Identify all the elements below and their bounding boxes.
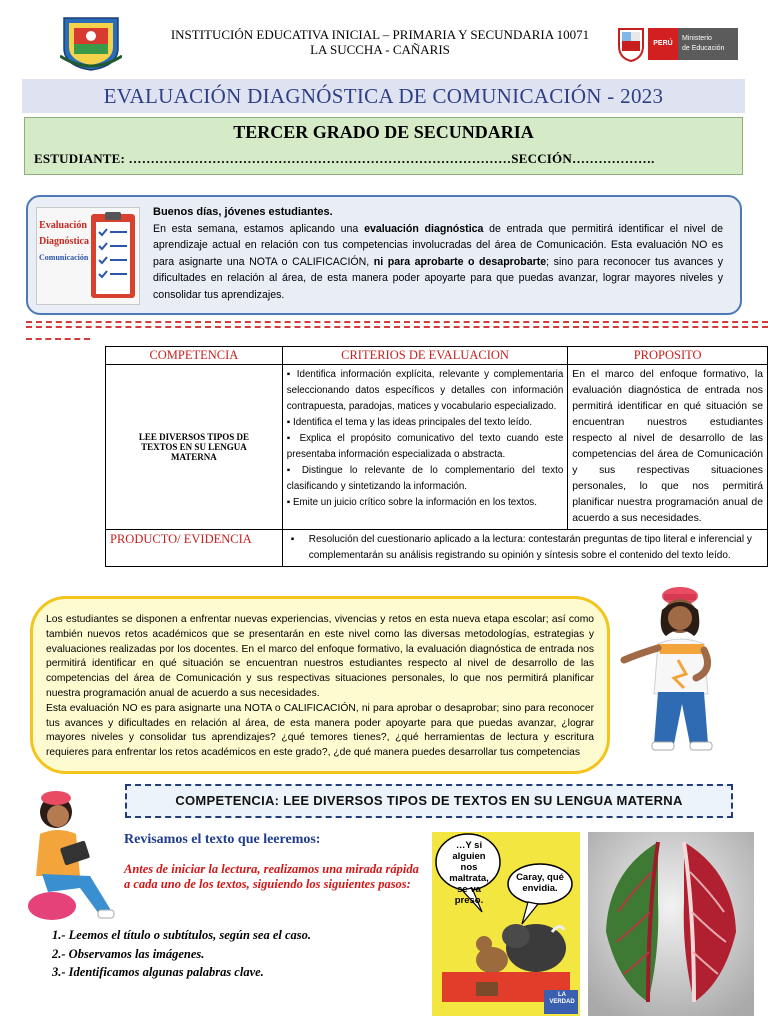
criterios-cell — [282, 365, 568, 530]
intro-text-part-3: ; sino para reconocer tus avances y dificultades en relación al área, de esta manera poder apoyarte para que puedas avanzar, lograr mayores niveles y consolidar tus aprendizajes. — [153, 255, 723, 301]
table-row-producto — [106, 530, 768, 567]
criterio-2: Identifica el tema y las ideas principales del texto leído. — [292, 417, 533, 428]
cartoon-image — [432, 832, 580, 1016]
producto-text: Resolución del cuestionario aplicado a la lectura: contestarán preguntas de tipo literal e inferencial y complementarán su análisis registrando su opinión y síntesis sobre el contenido del texto leído. — [308, 534, 752, 561]
list-item: 3.- Identificamos algunas palabras clave. — [52, 965, 264, 979]
header-criterios: CRITERIOS DE EVALUACION — [282, 347, 568, 365]
intro-text-part-2: de entrada que permitirá identificar el nivel de aprendizaje actual en relación con tus competencias involucradas del área de Comunicación. Esta evaluación NO es para asignarte una NOTA o CALIFICACIÓN, — [153, 223, 724, 268]
grade-title: TERCER GRADO DE SECUNDARIA — [233, 122, 534, 142]
criterio-3: Explica el propósito comunicativo del texto cuando este presentaba información especializada o abstracta. — [286, 433, 564, 460]
student-reading-tablet-illustration — [28, 784, 116, 926]
intro-greeting: Buenos días, jóvenes estudiantes. — [153, 206, 333, 218]
cartoon-signature — [545, 992, 579, 1006]
competencia-banner-text: COMPETENCIA: LEE DIVERSOS TIPOS DE TEXTOS EN SU LENGUA MATERNA — [175, 793, 683, 808]
reading-instruction: Antes de iniciar la lectura, realizamos una mirada rápida a cada uno de los textos, siguiendo los siguientes pasos: — [124, 862, 419, 891]
school-crest-logo — [60, 14, 122, 72]
cartoon-signature-line-1: LA — [558, 992, 566, 998]
diagnostic-booklet-image — [36, 207, 140, 305]
checklist-clipboard-icon — [89, 212, 137, 300]
criterio-item: ▪ Identifica información explícita, relevante y complementaria seleccionando datos específicos y detalles con información contrapuesta, paradojas, matices y vocabulario especializado. — [286, 369, 564, 412]
speech-bubble-2: Caray, qué envidia. — [516, 872, 564, 894]
booklet-line-2: Diagnóstica — [39, 236, 89, 247]
booklet-line-3: Comunicación — [39, 253, 89, 262]
competencia-cell: LEE DIVERSOS TIPOS DE TEXTOS EN SU LENGUA MATERNA — [106, 365, 283, 530]
criterio-4: Distingue lo relevante de lo complementario del texto clasificando y sintetizando la información. — [286, 465, 564, 492]
red-separator-1 — [26, 321, 768, 323]
peru-label: PERÚ — [648, 28, 678, 60]
criterio-item: ▪ Distingue lo relevante de lo complementario del texto clasificando y sintetizando la información. — [286, 465, 564, 492]
institution-line-1: INSTITUCIÓN EDUCATIVA INICIAL – PRIMARIA Y SECUNDARIA 10071 — [170, 27, 590, 42]
peru-shield-icon — [616, 26, 646, 62]
red-separator-2 — [26, 326, 768, 328]
intro-text-bold-1: evaluación diagnóstica — [364, 223, 484, 235]
context-paragraph-2: Esta evaluación NO es para asignarte una NOTA o CALIFICACIÓN, ni para aprobar o desaprobar; sino para reconocer tus avances y dificultades en relación al área, de esta manera poder apoyarte para que puedas avanzar, ¿lograr mayores niveles y consolidar tus aprendizajes? ¿qué temores tienes?, ¿qué herramientas de lectura y escritura requieres para enfrentar los retos académicos en este grado?, ¿de qué manera puedes desarrollar tus competencias — [46, 702, 594, 759]
reading-steps-list — [52, 926, 432, 982]
intro-paragraph — [153, 221, 723, 303]
intro-text-bold-2: ni para aprobarte o desaprobarte — [373, 255, 547, 268]
leaf-and-meat-image — [588, 832, 754, 1016]
producto-text-cell — [282, 530, 767, 567]
student-girl-illustration — [618, 574, 736, 754]
criterio-item: ▪ Explica el propósito comunicativo del texto cuando este presentaba información especializada o abstracta. — [286, 433, 564, 460]
student-section-line: ESTUDIANTE: ……………………………………………………………………………SECCIÓN………………. — [34, 151, 655, 166]
criterio-item: ▪ Identifica el tema y las ideas principales del texto leído. — [286, 417, 533, 428]
institution-name — [130, 27, 630, 57]
page-title: EVALUACIÓN DIAGNÓSTICA DE COMUNICACIÓN - 2023 — [103, 84, 664, 108]
list-item: 1.- Leemos el título o subtítulos, según sea el caso. — [52, 928, 312, 942]
bullet-icon: ▪ — [290, 534, 295, 545]
reading-heading: Revisamos el texto que leeremos: — [124, 832, 321, 847]
proposito-cell: En el marco del enfoque formativo, la evaluación diagnóstica de entrada nos permitirá identificar en qué situación se encuentran nuestros estudiantes respecto al nivel de desarrollo de las competencias del área de Comunicación y sus respectivas situaciones personales, lo que nos permitirá planificar nuestra programación anual de acuerdo a sus necesidades. — [568, 365, 768, 530]
institution-line-2: LA SUCCHA - CAÑARIS — [310, 42, 450, 57]
header-proposito: PROPOSITO — [568, 347, 768, 365]
criterio-5: Emite un juicio crítico sobre la información en los textos. — [292, 497, 537, 508]
ministry-line-2: de Educación — [682, 45, 725, 52]
list-item: 2.- Observamos las imágenes. — [52, 946, 205, 961]
competency-table — [105, 346, 768, 567]
context-paragraph-1: Los estudiantes se disponen a enfrentar nuevas experiencias, vivencias y retos en esta nueva etapa escolar; así como también nuevos retos académicos que se presentarán en este nivel como las diversas metodologías, estrategias y evaluaciones realizadas por los docentes. En el marco del enfoque formativo, la evaluación diagnóstica de entrada nos permitirá identificar en qué situación se encuentran nuestros estudiantes respecto al nivel de desarrollo de las competencias del área de Comunicación y sus respectivas situaciones personales, lo que nos permitirá planificar nuestra programación anual de acuerdo a sus necesidades. — [46, 614, 594, 699]
criterio-1: Identifica información explícita, relevante y complementaria seleccionando datos específicos y detalles con información contrapuesta, paradojas, matices y vocabulario especializado. — [286, 369, 564, 412]
intro-text-part-1: En esta semana, estamos aplicando una — [153, 223, 365, 235]
booklet-line-1: Evaluación — [39, 220, 87, 231]
ministry-line-1: Ministerio — [682, 35, 712, 42]
cartoon-signature-line-2: VERDAD — [549, 999, 575, 1005]
ministry-logo — [616, 26, 738, 62]
red-separator-3 — [26, 338, 90, 340]
table-header-row — [106, 347, 768, 365]
speech-bubble-1: …Y si alguien nos maltrata, se va preso. — [449, 840, 489, 906]
table-row — [106, 365, 768, 530]
criterio-item: ▪ Emite un juicio crítico sobre la información en los textos. — [286, 497, 537, 508]
ministry-label — [678, 28, 738, 60]
context-text — [46, 613, 594, 761]
producto-label: PRODUCTO/ EVIDENCIA — [106, 530, 283, 567]
header-competencia: COMPETENCIA — [106, 347, 283, 365]
